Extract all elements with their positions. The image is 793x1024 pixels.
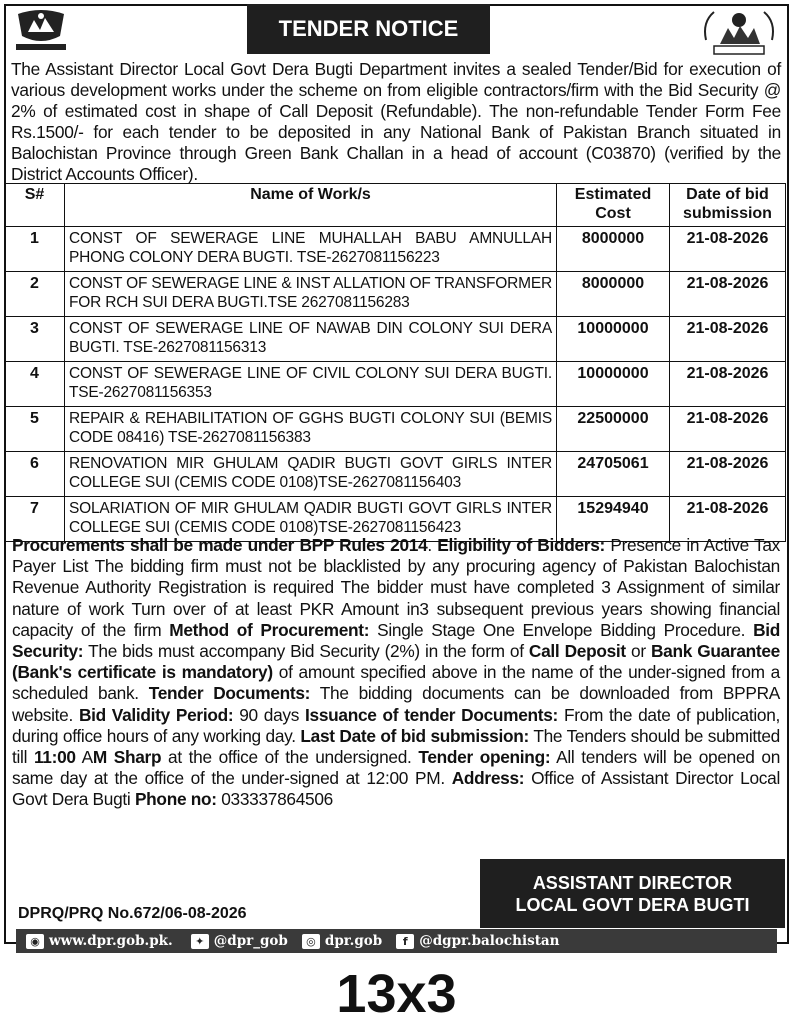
tender-documents-heading: Tender Documents: [148, 683, 311, 704]
works-table [4, 183, 786, 542]
cell-bid-date: 21-08-2026 [670, 272, 786, 317]
cell-serial: 6 [5, 452, 65, 497]
cell-bid-date: 21-08-2026 [670, 407, 786, 452]
last-date-text: The Tenders should be submitted till [12, 725, 780, 768]
footer-website [26, 933, 173, 949]
bid-validity-text: 90 days [233, 704, 306, 725]
terms-text: A [75, 747, 93, 768]
intro-paragraph: The Assistant Director Local Govt Dera Bugti Department invites a sealed Tender/Bid for execution of various development works under the scheme on from eligible contractors/firm with the Bid Security @ 2% of estimated cost in shape of Call Deposit (Refundable). The non-refundable Tender Form Fee Rs.1500/- for each tender to be deposited in any National Bank of Pakistan Branch situated in Balochistan Province through Green Bank Challan in a head of account (C03870) (verified by the District Accounts Officer). [11, 59, 781, 184]
table-header-row [5, 184, 786, 227]
table-row [5, 272, 786, 317]
signatory-title: ASSISTANT DIRECTOR [532, 872, 733, 893]
balochistan-govt-logo [10, 6, 72, 56]
eligibility-heading: Eligibility of Bidders: [437, 535, 605, 555]
signatory-office: LOCAL GOVT DERA BUGTI [515, 894, 750, 915]
cell-estimated-cost: 22500000 [557, 407, 670, 452]
submission-time-suffix: M Sharp [92, 747, 162, 768]
method-text: Single Stage One Envelope Bidding Procedure. [369, 619, 754, 640]
table-row [5, 362, 786, 407]
method-heading: Method of Procurement: [169, 619, 370, 640]
table-row [5, 407, 786, 452]
cell-serial: 2 [5, 272, 65, 317]
terms-text: of amount specified above in the name of the under-signed from a scheduled bank. [12, 662, 780, 704]
bid-security-text: The bids must accompany Bid Security (2%) in the form of [83, 641, 529, 662]
call-deposit-text: Call Deposit [528, 641, 626, 662]
header-date-of-bid: Date of bid submission [670, 184, 786, 227]
cell-work-name: CONST OF SEWERAGE LINE OF NAWAB DIN COLONY SUI DERA BUGTI. TSE-2627081156313 [65, 317, 557, 362]
last-date-heading: Last Date of bid submission: [300, 725, 529, 746]
cell-estimated-cost: 10000000 [557, 362, 670, 407]
page-title: TENDER NOTICE [247, 4, 490, 54]
terms-text: at the office of the undersigned. [161, 747, 419, 768]
ad-size-label: 13x3 [336, 964, 457, 1024]
cell-estimated-cost: 8000000 [557, 227, 670, 272]
instagram-handle: dpr.gob [324, 933, 383, 949]
terms-paragraph [12, 535, 780, 811]
cell-work-name: REPAIR & REHABILITATION OF GGHS BUGTI COLONY SUI (BEMIS CODE 08416) TSE-2627081156383 [65, 407, 557, 452]
header-serial: S# [5, 184, 65, 227]
cell-estimated-cost: 8000000 [557, 272, 670, 317]
phone-heading: Phone no: [134, 789, 217, 810]
twitter-icon: ✦ [191, 934, 209, 949]
signature-block [480, 859, 785, 928]
facebook-icon: f [396, 934, 414, 949]
header-estimated-cost: Estimated Cost [557, 184, 670, 227]
globe-icon: ◉ [26, 934, 44, 949]
bank-guarantee-text: Bank Guarantee (Bank's certificate is mandatory) [12, 641, 780, 683]
website-text: www.dpr.gob.pk. [49, 933, 173, 949]
address-heading: Address: [451, 768, 525, 789]
bid-validity-heading: Bid Validity Period: [78, 704, 234, 725]
table-row [5, 227, 786, 272]
cell-work-name: RENOVATION MIR GHULAM QADIR BUGTI GOVT GIRLS INTER COLLEGE SUI (CEMIS CODE 0108)TSE-2627081156403 [65, 452, 557, 497]
cell-serial: 5 [5, 407, 65, 452]
header-name-of-work: Name of Work/s [65, 184, 557, 227]
cell-bid-date: 21-08-2026 [670, 452, 786, 497]
tender-opening-heading: Tender opening: [418, 747, 551, 768]
issuance-heading: Issuance of tender Documents: [305, 704, 559, 725]
phone-text: 033337864506 [216, 789, 333, 810]
issuance-text: From the date of publication, during office hours of any working day. [12, 704, 781, 746]
cell-serial: 7 [5, 497, 65, 542]
procurement-rules-text: Procurements shall be made under BPP Rules 2014 [12, 535, 428, 555]
tender-documents-text: The bidding documents can be downloaded from BPPRA website. [12, 683, 780, 725]
instagram-icon: ◎ [302, 934, 320, 949]
eligibility-text: Presence in Active Tax Payer List The bidding firm must not be blacklisted by any procuring agency of Pakistan Balochistan Revenue Authority Registration is required The bidder must have completed 3 Assignment of similar nature of work Turn over of at least PKR Amount in3 subsequent previous years showing financial capacity of the firm [12, 535, 780, 640]
cell-estimated-cost: 15294940 [557, 497, 670, 542]
cell-bid-date: 21-08-2026 [670, 362, 786, 407]
footer-twitter [191, 933, 288, 949]
cell-serial: 1 [5, 227, 65, 272]
table-row [5, 452, 786, 497]
terms-text: . [427, 535, 438, 555]
submission-time: 11:00 [33, 747, 76, 768]
cell-bid-date: 21-08-2026 [670, 497, 786, 542]
terms-text: or [625, 641, 651, 662]
footer-bar [16, 929, 777, 953]
bid-security-heading: Bid Security: [12, 619, 781, 662]
cell-estimated-cost: 24705061 [557, 452, 670, 497]
dpr-emblem-logo [700, 6, 778, 58]
twitter-handle: @dpr_gob [213, 933, 288, 949]
table-row [5, 317, 786, 362]
facebook-handle: @dgpr.balochistan [419, 933, 560, 949]
cell-work-name: SOLARIATION OF MIR GHULAM QADIR BUGTI GOVT GIRLS INTER COLLEGE SUI (CEMIS CODE 0108)TSE-2627081156423 [65, 497, 557, 542]
address-text: Office of Assistant Director Local Govt Dera Bugti [12, 768, 780, 810]
footer-instagram [302, 933, 382, 949]
cell-work-name: CONST OF SEWERAGE LINE & INST ALLATION OF TRANSFORMER FOR RCH SUI DERA BUGTI.TSE 2627081156283 [65, 272, 557, 317]
cell-bid-date: 21-08-2026 [670, 227, 786, 272]
cell-serial: 4 [5, 362, 65, 407]
cell-estimated-cost: 10000000 [557, 317, 670, 362]
cell-work-name: CONST OF SEWERAGE LINE OF CIVIL COLONY SUI DERA BUGTI. TSE-2627081156353 [65, 362, 557, 407]
footer-facebook [396, 933, 559, 949]
cell-serial: 3 [5, 317, 65, 362]
reference-number: DPRQ/PRQ No.672/06-08-2026 [18, 905, 247, 922]
tender-opening-text: All tenders will be opened on same day at the office of the under-signed at 12:00 PM. [12, 747, 781, 789]
cell-bid-date: 21-08-2026 [670, 317, 786, 362]
cell-work-name: CONST OF SEWERAGE LINE MUHALLAH BABU AMNULLAH PHONG COLONY DERA BUGTI. TSE-2627081156223 [65, 227, 557, 272]
